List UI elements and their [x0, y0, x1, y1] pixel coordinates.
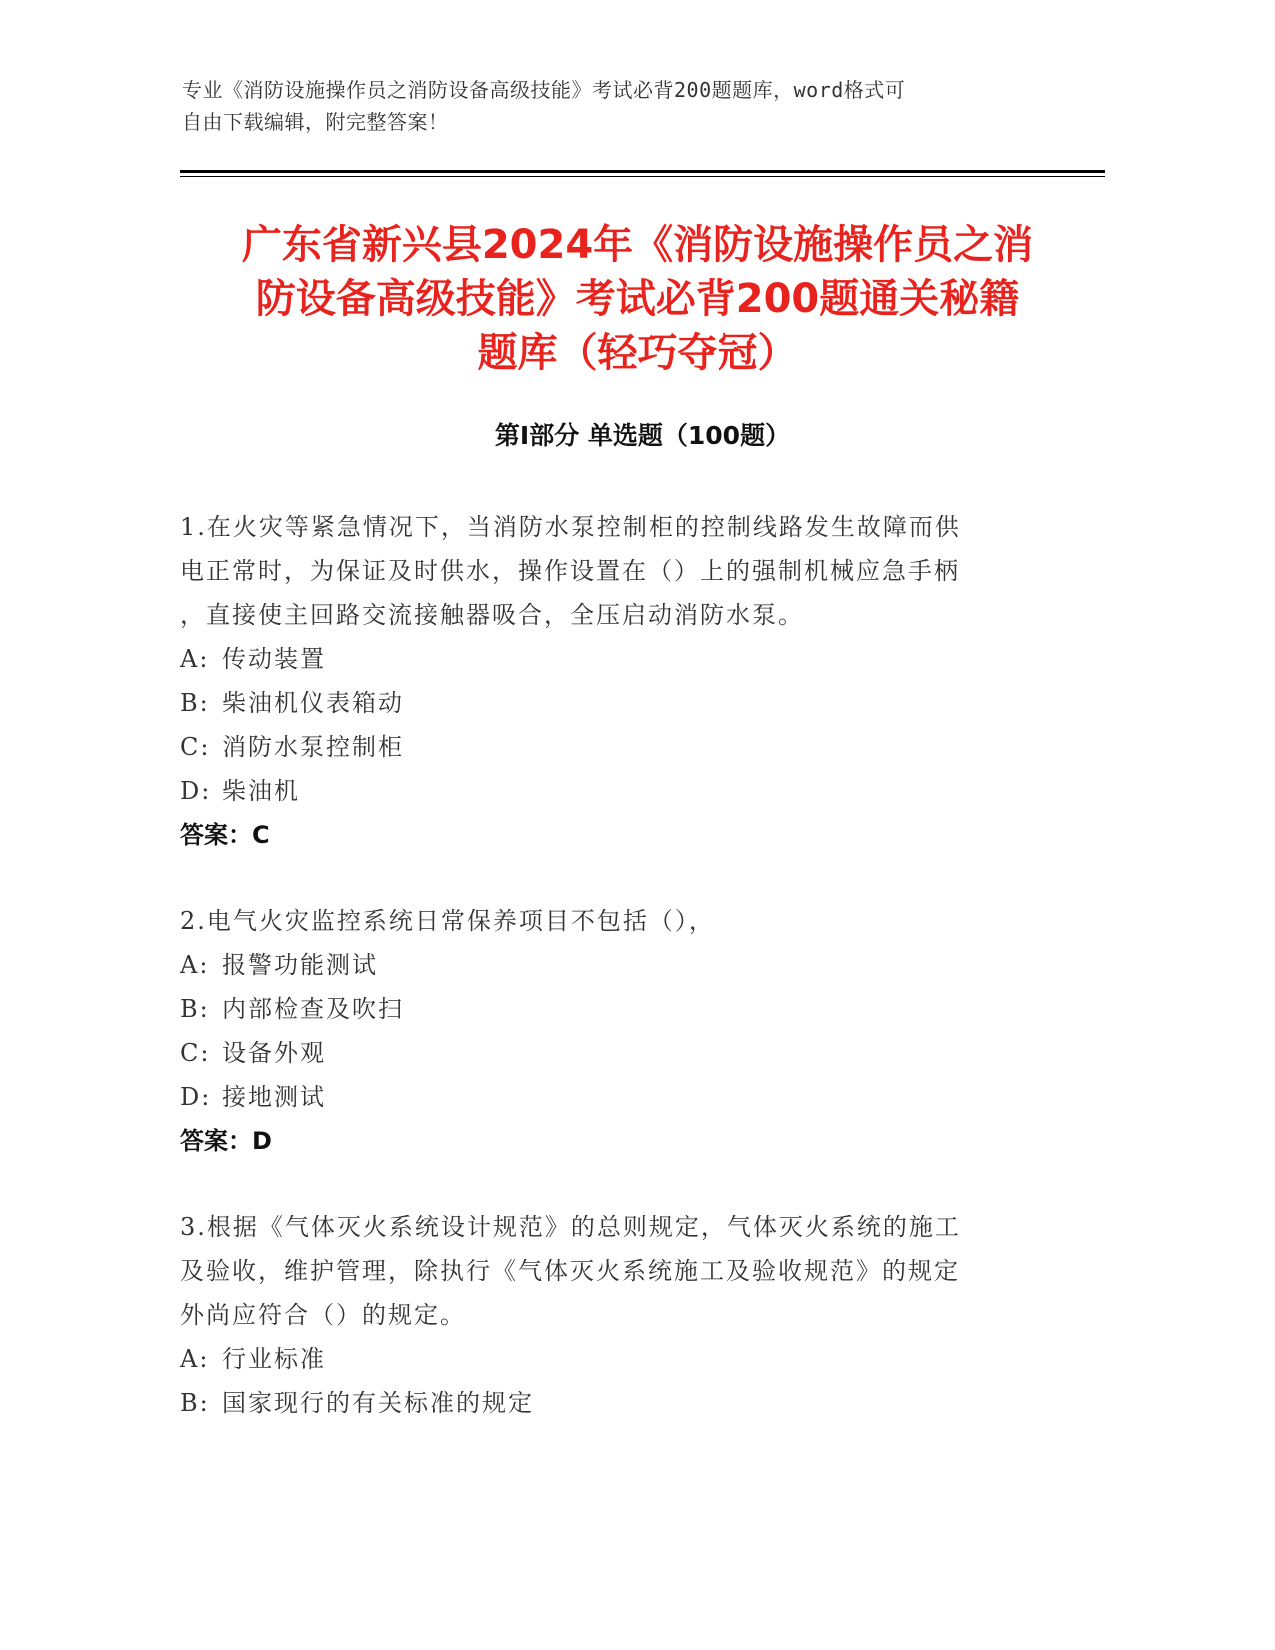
option-letter: A: — [180, 1345, 210, 1373]
option-d — [180, 1075, 1020, 1119]
option-letter: B: — [180, 1389, 210, 1417]
option-letter: A: — [180, 645, 210, 673]
header-note — [182, 74, 1062, 138]
question-list — [180, 505, 1020, 1467]
option-a — [180, 637, 1020, 681]
option-letter: C: — [180, 1039, 211, 1067]
question-2 — [180, 899, 1020, 1163]
option-text: 内部检查及吹扫 — [222, 995, 404, 1023]
option-text: 行业标准 — [222, 1345, 326, 1373]
option-c — [180, 1031, 1020, 1075]
header-note-line: 自由下载编辑，附完整答案！ — [182, 110, 449, 134]
option-b — [180, 681, 1020, 725]
option-text: 设备外观 — [222, 1039, 326, 1067]
answer: 答案：D — [180, 1127, 272, 1155]
question-3 — [180, 1205, 1020, 1425]
option-b — [180, 1381, 1020, 1425]
question-stem-line: 3.根据《气体灭火系统设计规范》的总则规定，气体灭火系统的施工 — [180, 1213, 961, 1241]
option-letter: D: — [180, 1083, 212, 1111]
document-title — [170, 218, 1105, 380]
option-text: 国家现行的有关标准的规定 — [222, 1389, 534, 1417]
option-c — [180, 725, 1020, 769]
option-text: 报警功能测试 — [222, 951, 378, 979]
title-line: 防设备高级技能》考试必背200题通关秘籍 — [255, 276, 1020, 322]
option-letter: B: — [180, 995, 210, 1023]
header-note-line: 专业《消防设施操作员之消防设备高级技能》考试必背200题题库，word格式可 — [182, 78, 906, 102]
answer: 答案：C — [180, 821, 270, 849]
option-text: 传动装置 — [222, 645, 326, 673]
option-text: 柴油机 — [222, 777, 300, 805]
question-stem-line: 及验收，维护管理，除执行《气体灭火系统施工及验收规范》的规定 — [180, 1257, 960, 1285]
question-stem-line: 外尚应符合（）的规定。 — [180, 1301, 466, 1329]
option-a — [180, 1337, 1020, 1381]
option-b — [180, 987, 1020, 1031]
option-text: 消防水泵控制柜 — [222, 733, 404, 761]
header-divider-thick — [180, 170, 1105, 173]
question-stem-line: ，直接使主回路交流接触器吸合，全压启动消防水泵。 — [180, 601, 804, 629]
question-stem-line: 电正常时，为保证及时供水，操作设置在（）上的强制机械应急手柄 — [180, 557, 960, 585]
header-divider-thin — [180, 176, 1105, 177]
title-line: 题库（轻巧夺冠） — [477, 330, 798, 376]
option-a — [180, 943, 1020, 987]
option-letter: A: — [180, 951, 210, 979]
option-letter: B: — [180, 689, 210, 717]
question-1 — [180, 505, 1020, 857]
section-title: 第I部分 单选题（100题） — [494, 421, 791, 450]
question-stem-line: 2.电气火灾监控系统日常保养项目不包括（）， — [180, 907, 715, 935]
option-d — [180, 769, 1020, 813]
title-line: 广东省新兴县2024年《消防设施操作员之消 — [241, 222, 1034, 268]
option-text: 柴油机仪表箱动 — [222, 689, 404, 717]
option-letter: D: — [180, 777, 212, 805]
option-letter: C: — [180, 733, 211, 761]
option-text: 接地测试 — [222, 1083, 326, 1111]
question-stem-line: 1.在火灾等紧急情况下，当消防水泵控制柜的控制线路发生故障而供 — [180, 513, 961, 541]
